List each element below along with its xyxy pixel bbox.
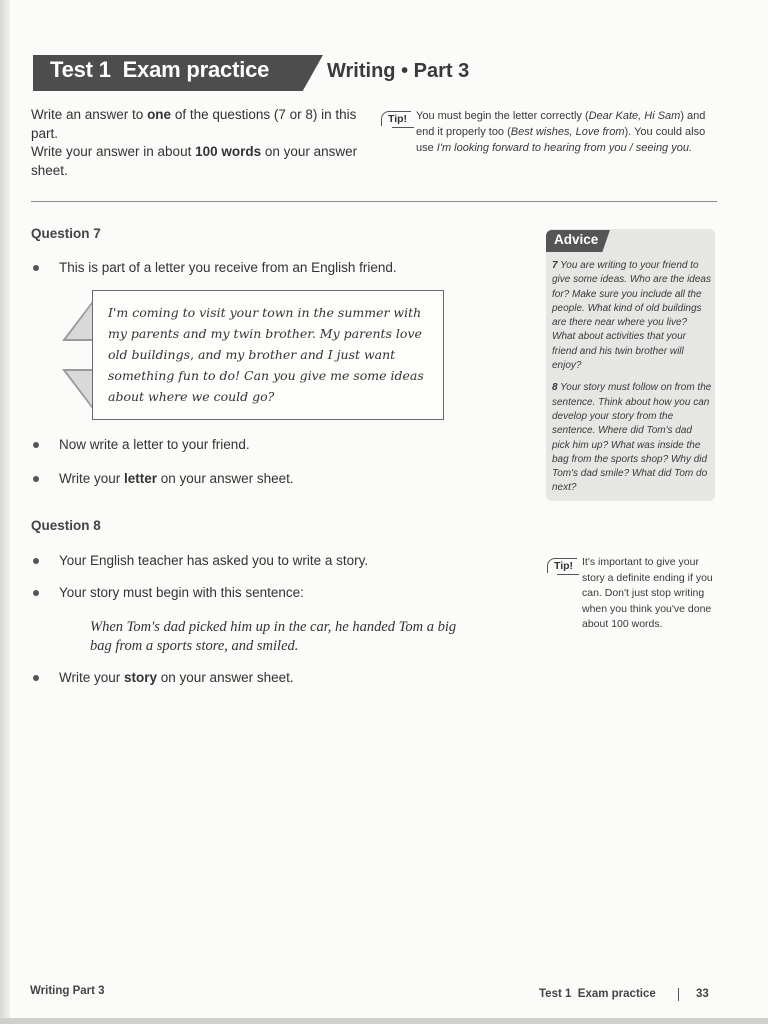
advice-title: Advice [554,232,599,247]
friend-letter-text: I'm coming to visit your town in the summer with my parents and my twin brother. My parents love old buildings, and my brother and I just want something fun to do! Can you give me some ideas about where we could go? [108,305,424,404]
question-8-heading: Question 8 [31,518,101,533]
question-7-heading: Question 7 [31,226,101,241]
instruction-text: on your answer sheet. [31,144,358,178]
question-8-bullet-2 [59,584,304,602]
bullet-text: This is part of a letter you receive from an English friend. [59,260,397,275]
bullet-emphasis: letter [124,471,158,486]
bullet-text: Write your [59,471,125,486]
tip-badge: Tip! [547,558,577,573]
bullet-emphasis: story [124,670,158,685]
tip-text: ) and end it properly too ( [416,110,706,138]
bullet-text: Write your [59,670,125,685]
advice-text [552,259,712,504]
bullet-text: on your answer sheet. [157,471,294,486]
bullet-text: Now write a letter to your friend. [59,437,250,452]
story-opening-sentence: When Tom's dad picked him up in the car, he handed Tom a big bag from a sports store, and smiled. [90,619,457,654]
instructions [31,106,361,180]
page-number: 33 [696,988,709,1000]
tip-example: I'm looking forward to hearing from you / seeing you. [436,142,693,154]
advice-paragraph-8 [552,381,712,495]
page-gutter-shadow [0,0,10,1024]
bullet-icon [33,265,39,271]
page-bottom-edge [0,1018,768,1024]
bullet-icon [33,476,39,482]
advice-paragraph-text: You are writing to your friend to give some ideas. Who are the ideas for? Make sure you include all the people. What kind of old buildings are there near where you live? What about activities that your friend and his twin brother will enjoy? [552,260,711,372]
bullet-text: on your answer sheet. [157,670,294,685]
tip-text: You must begin the letter correctly ( [416,110,589,122]
bullet-icon [33,442,39,448]
tip-text: ). You could also use [416,126,706,154]
question-8-bullet-3 [59,669,294,687]
advice-number: 7 [552,260,558,271]
instruction-text: of the questions (7 or 8) in this part. [31,107,357,141]
instruction-text: Write your answer in about [31,144,196,159]
question-7-bullet-3 [59,470,294,488]
instruction-line-2 [31,143,361,180]
instruction-emphasis: 100 words [195,144,262,159]
tip-badge: Tip! [381,111,411,126]
bullet-text: Your English teacher has asked you to write a story. [59,553,369,568]
question-8-bullet-1 [59,552,368,570]
footer-section-label: Writing Part 3 [30,985,105,997]
question-7-bullet-1 [59,259,397,277]
page-subtitle: Writing • Part 3 [327,60,470,82]
bullet-icon [33,558,39,564]
advice-paragraph-7 [552,259,712,373]
instruction-emphasis: one [147,107,172,122]
advice-number: 8 [552,382,558,394]
tip-letter-text [416,108,721,156]
tip-underline [557,574,579,575]
tip-ending-text: It's important to give your story a definite ending if you can. Don't just stop writing when you think you've done about 100 words. [582,556,713,630]
section-divider [31,201,717,202]
bullet-icon [33,590,39,596]
footer-test-label: Test 1 Exam practice [539,988,656,1000]
page-title: Test 1 Exam practice [50,57,270,82]
tip-underline [392,127,414,128]
instruction-line-1 [31,106,361,143]
tip-example: Best wishes, Love from [510,126,625,138]
instruction-text: Write an answer to [31,107,148,122]
tip-example: Dear Kate, Hi Sam [588,110,681,122]
bullet-icon [33,675,39,681]
bullet-text: Your story must begin with this sentence: [59,585,304,600]
advice-paragraph-text: Your story must follow on from the sentence. Think about how you can develop your story from the sentence. Where did Tom's dad pick him up? What was inside the bag from the sports shop? Why did Tom's dad smile? What did Tom do next? [552,382,712,494]
footer-separator [678,988,679,1001]
question-7-bullet-2 [59,436,250,454]
